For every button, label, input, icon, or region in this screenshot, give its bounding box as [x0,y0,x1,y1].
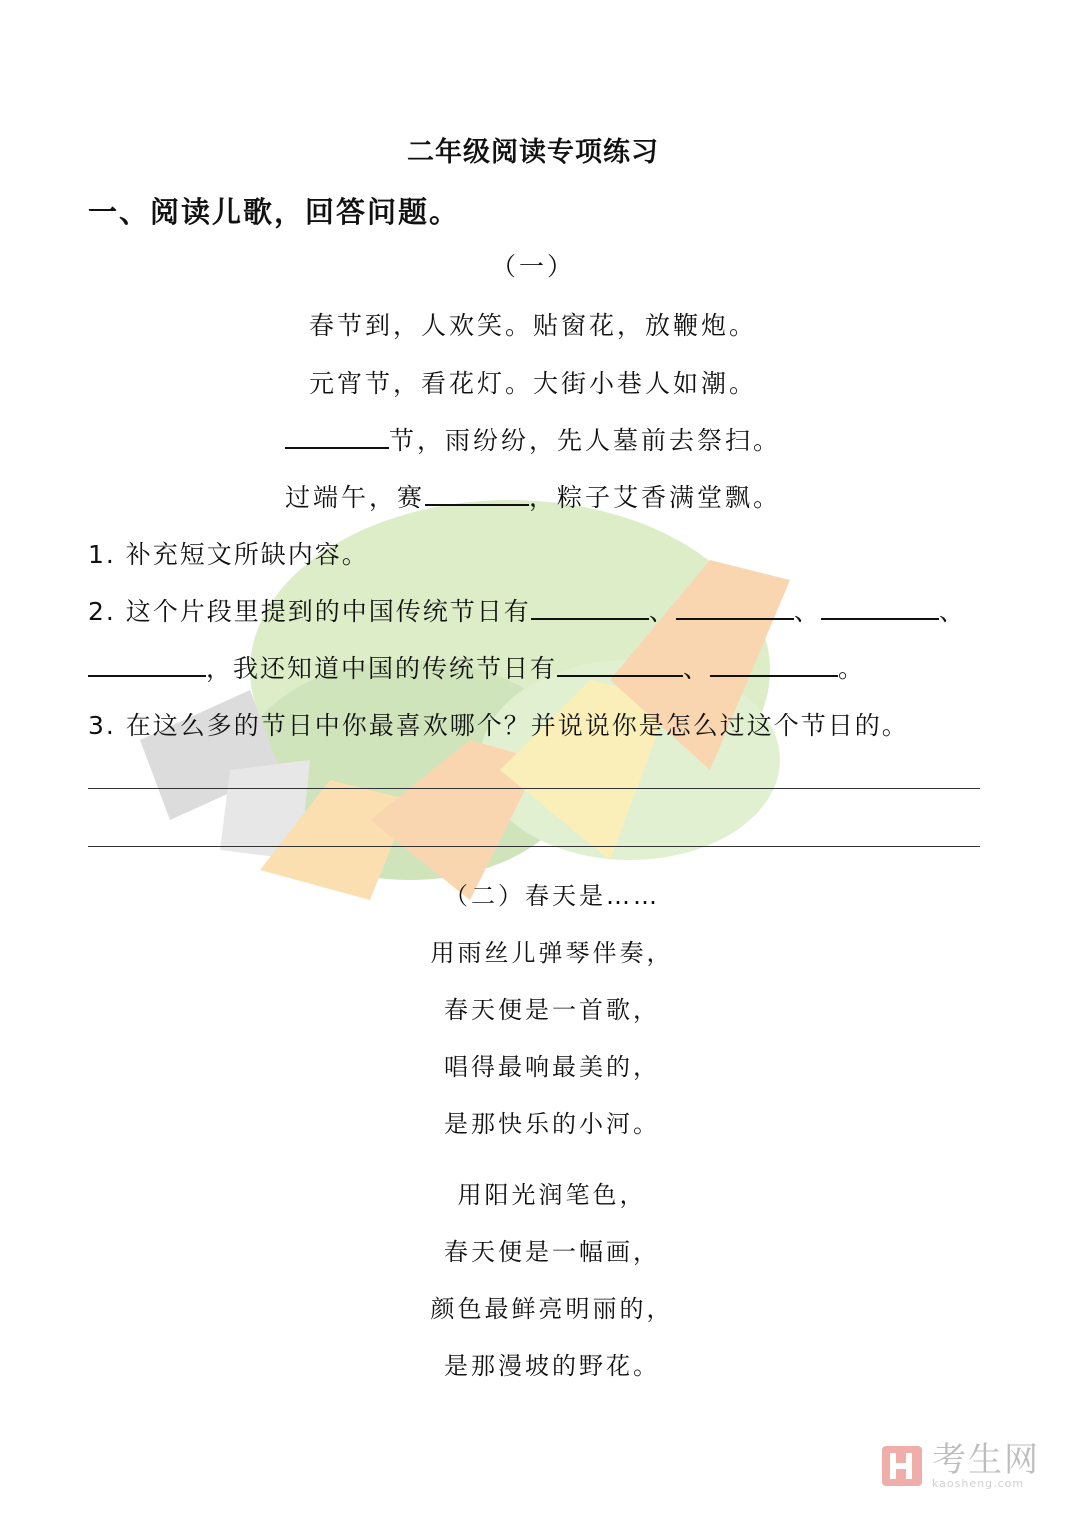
poem2-line: 颜色最鲜亮明丽的， [430,1295,674,1323]
section-heading: 一、阅读儿歌，回答问题。 [88,195,461,229]
page-title: 二年级阅读专项练习 [407,137,659,168]
fill-blank[interactable] [88,649,206,677]
poem2-line: 是那漫坡的野花。 [444,1352,660,1380]
question-2: 2. 这个片段里提到的中国传统节日有 、 、 、 [88,592,966,628]
fill-blank[interactable] [425,478,529,506]
part1-label: （一） [490,252,575,281]
poem1-line: 春节到，人欢笑。贴窗花，放鞭炮。 [308,311,757,340]
fill-blank[interactable] [531,592,649,620]
poem2-line: 唱得最响最美的， [444,1053,660,1081]
poem2-line: 用雨丝儿弹琴伴奏， [430,939,674,967]
fill-blank[interactable] [557,649,683,677]
question-1: 1. 补充短文所缺内容。 [88,540,369,569]
fill-blank[interactable] [821,592,939,620]
part2-label: （二）春天是…… [444,882,660,910]
poem1-line-blank: 节，雨纷纷，先人墓前去祭扫。 [0,421,1066,457]
fill-blank[interactable] [285,421,389,449]
question-3: 3. 在这么多的节日中你最喜欢哪个？并说说你是怎么过这个节日的。 [88,711,909,740]
poem2-line: 是那快乐的小河。 [444,1110,660,1138]
answer-line[interactable] [88,788,980,789]
fill-blank[interactable] [710,649,838,677]
question-2-cont: ，我还知道中国的传统节日有 、 。 [88,649,865,685]
poem2-line: 春天便是一首歌， [444,996,660,1024]
site-logo: 考生网 kaosheng.com [880,1440,1040,1492]
answer-line[interactable] [88,846,980,847]
poem2-line: 春天便是一幅画， [444,1238,660,1266]
poem1-line: 元宵节，看花灯。大街小巷人如潮。 [308,369,757,398]
fill-blank[interactable] [676,592,794,620]
poem2-line: 用阳光润笔色， [457,1181,647,1209]
logo-mark-icon [880,1444,924,1488]
poem1-line-blank: 过端午，赛 ，粽子艾香满堂飘。 [0,478,1066,514]
